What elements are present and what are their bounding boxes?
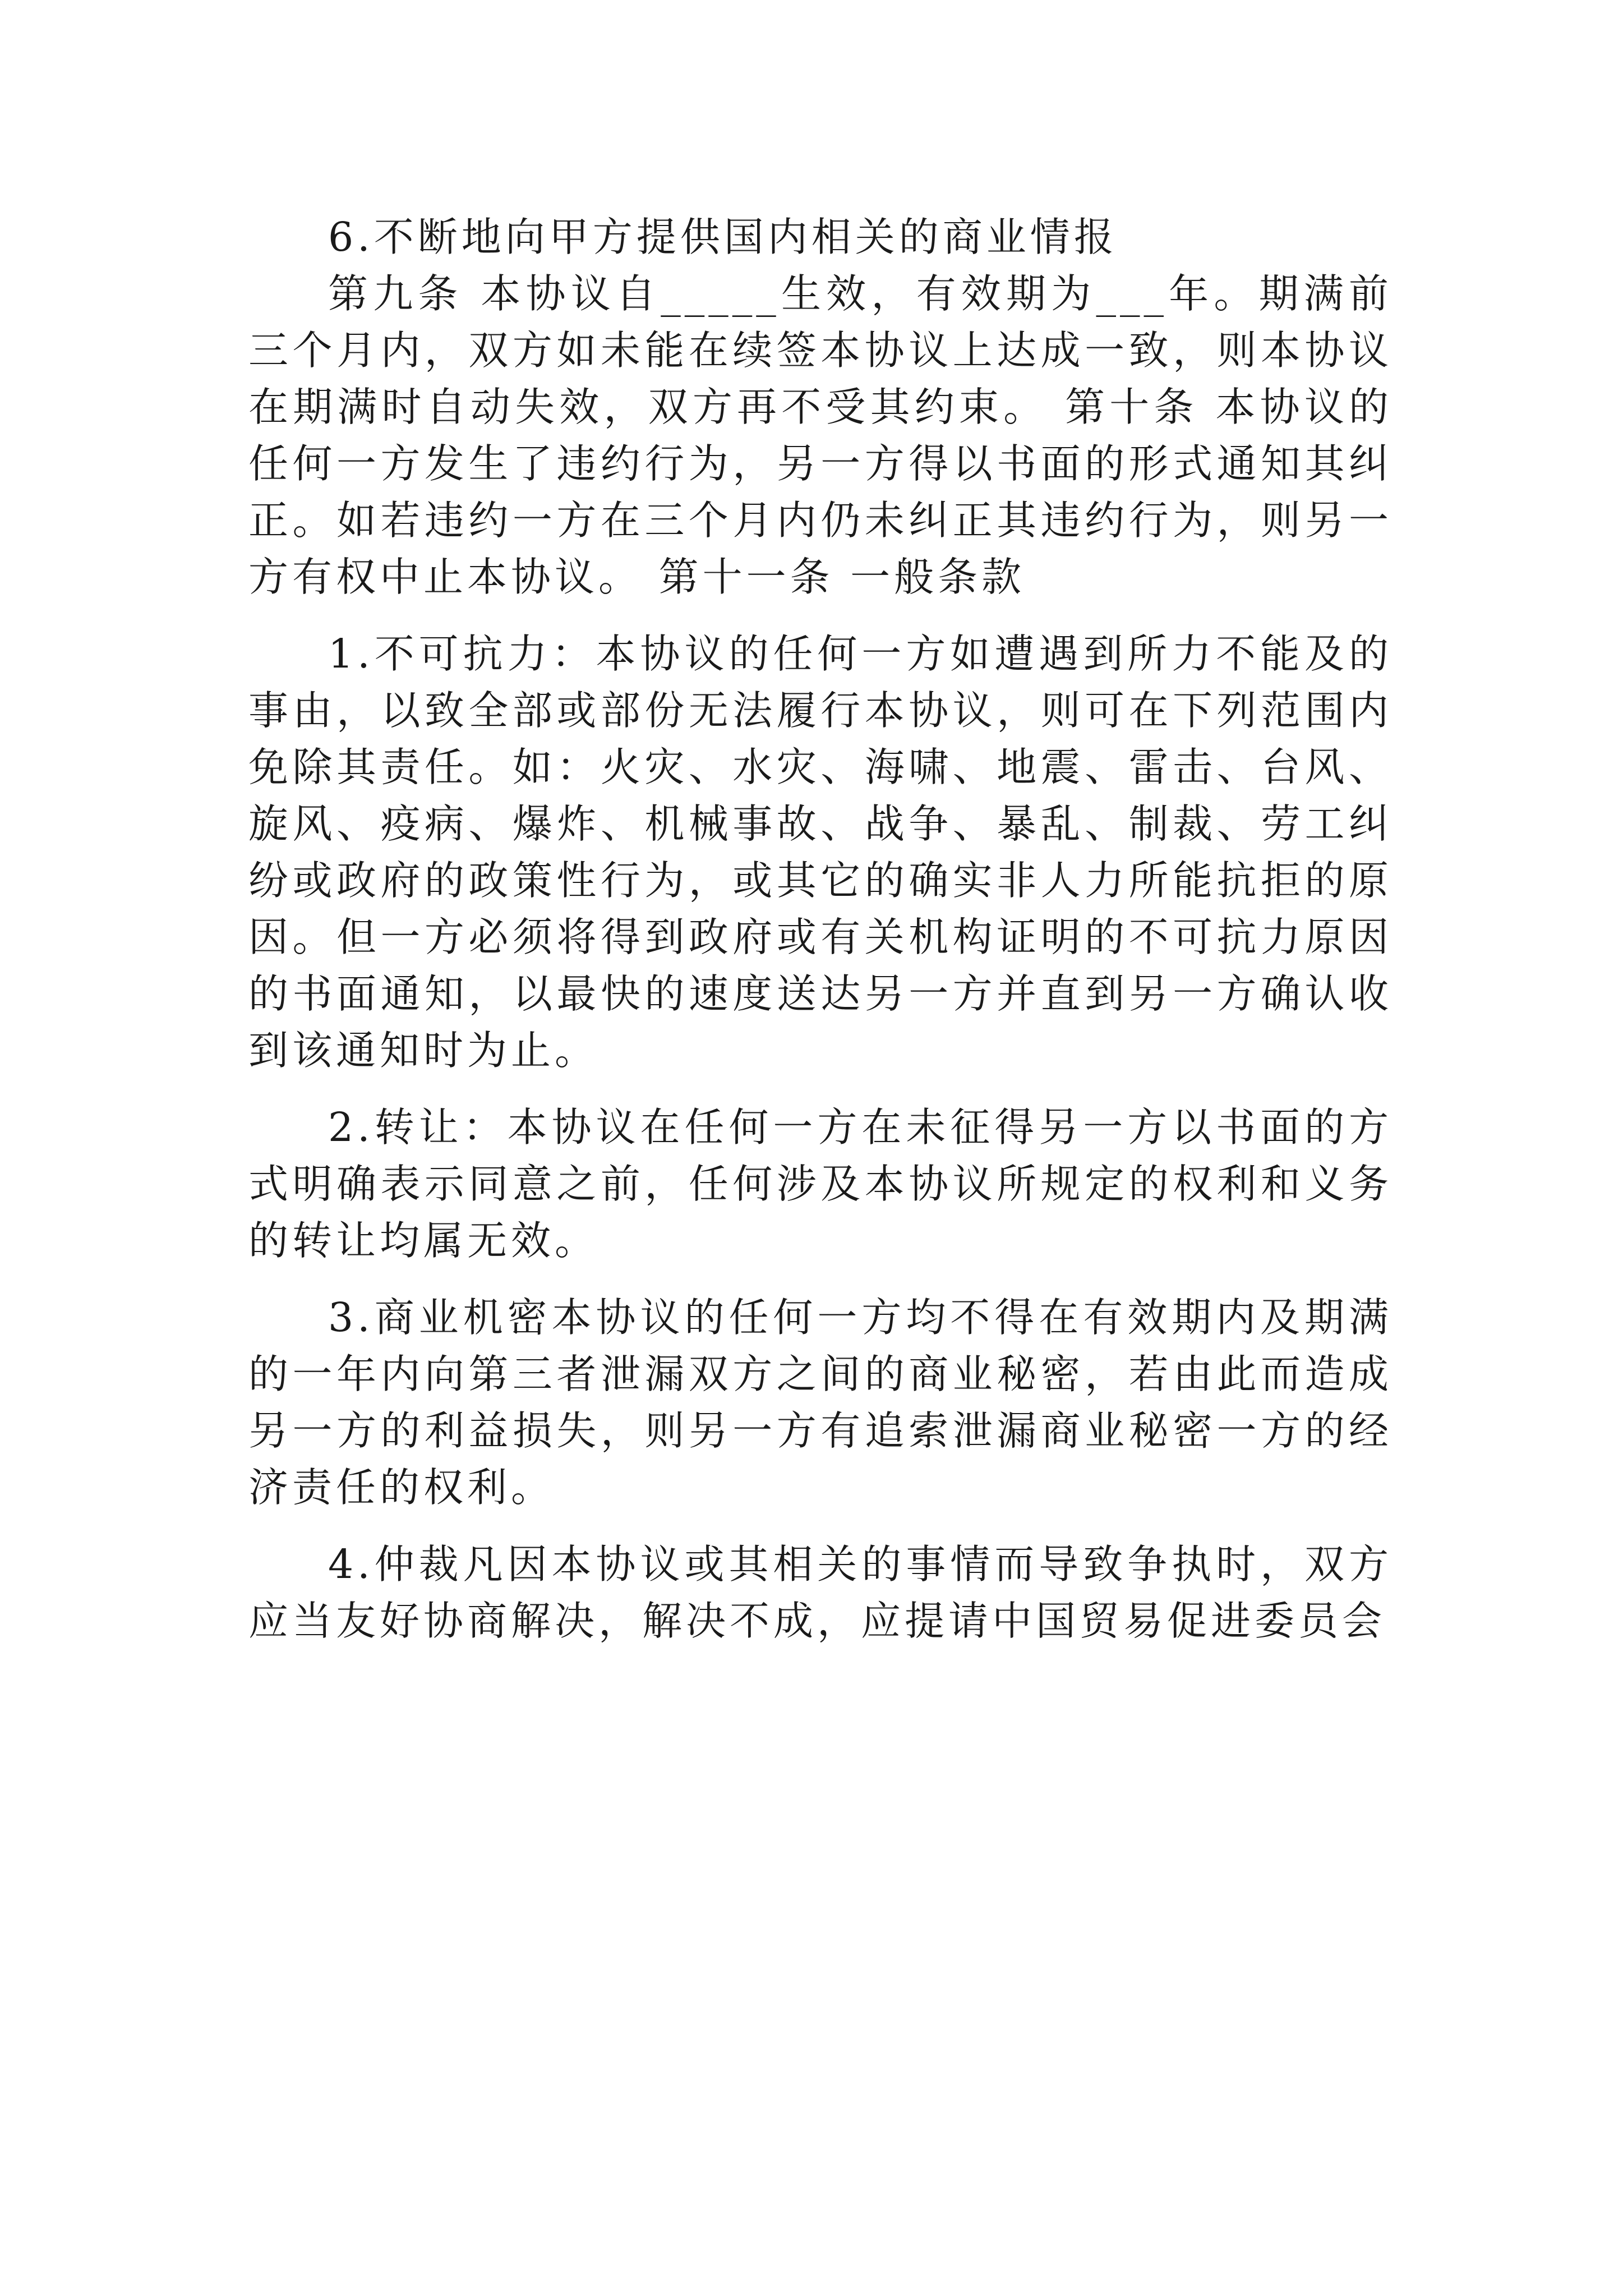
paragraph-article-9-10-11: 第九条 本协议自_____生效，有效期为___年。期满前三个月内，双方如未能在续签本协议上达成一致，则本协议在期满时自动失效，双方再不受其约束。 第十条 本协议的任何一方发生了违约行为，另一方得以书面的形式通知其纠正。如若违约一方在三个月内仍未纠正其违约行为，则另一方有权中止本协议。 第十一条 一般条款 [248,270,1393,600]
document-body [248,209,1393,1649]
paragraph-transfer: 2.转让：本协议在任何一方在未征得另一方以书面的方式明确表示同意之前，任何涉及本协议所规定的权利和义务的转让均属无效。 [248,1104,1393,1264]
paragraph-arbitration: 4.仲裁凡因本协议或其相关的事情而导致争执时，双方应当友好协商解决，解决不成，应提请中国贸易促进委员会 [248,1541,1393,1644]
paragraph-trade-secret: 3.商业机密本协议的任何一方均不得在有效期内及期满的一年内向第三者泄漏双方之间的商业秘密，若由此而造成另一方的利益损失，则另一方有追索泄漏商业秘密一方的经济责任的权利。 [248,1294,1393,1511]
paragraph-force-majeure: 1.不可抗力：本协议的任何一方如遭遇到所力不能及的事由，以致全部或部份无法履行本协议，则可在下列范围内免除其责任。如：火灾、水灾、海啸、地震、雷击、台风、旋风、疫病、爆炸、机械事故、战争、暴乱、制裁、劳工纠纷或政府的政策性行为，或其它的确实非人力所能抗拒的原因。但一方必须将得到政府或有关机构证明的不可抗力原因的书面通知，以最快的速度送达另一方并直到另一方确认收到该通知时为止。 [248,631,1393,1074]
paragraph-intel-item: 6.不断地向甲方提供国内相关的商业情报 [328,214,1118,260]
